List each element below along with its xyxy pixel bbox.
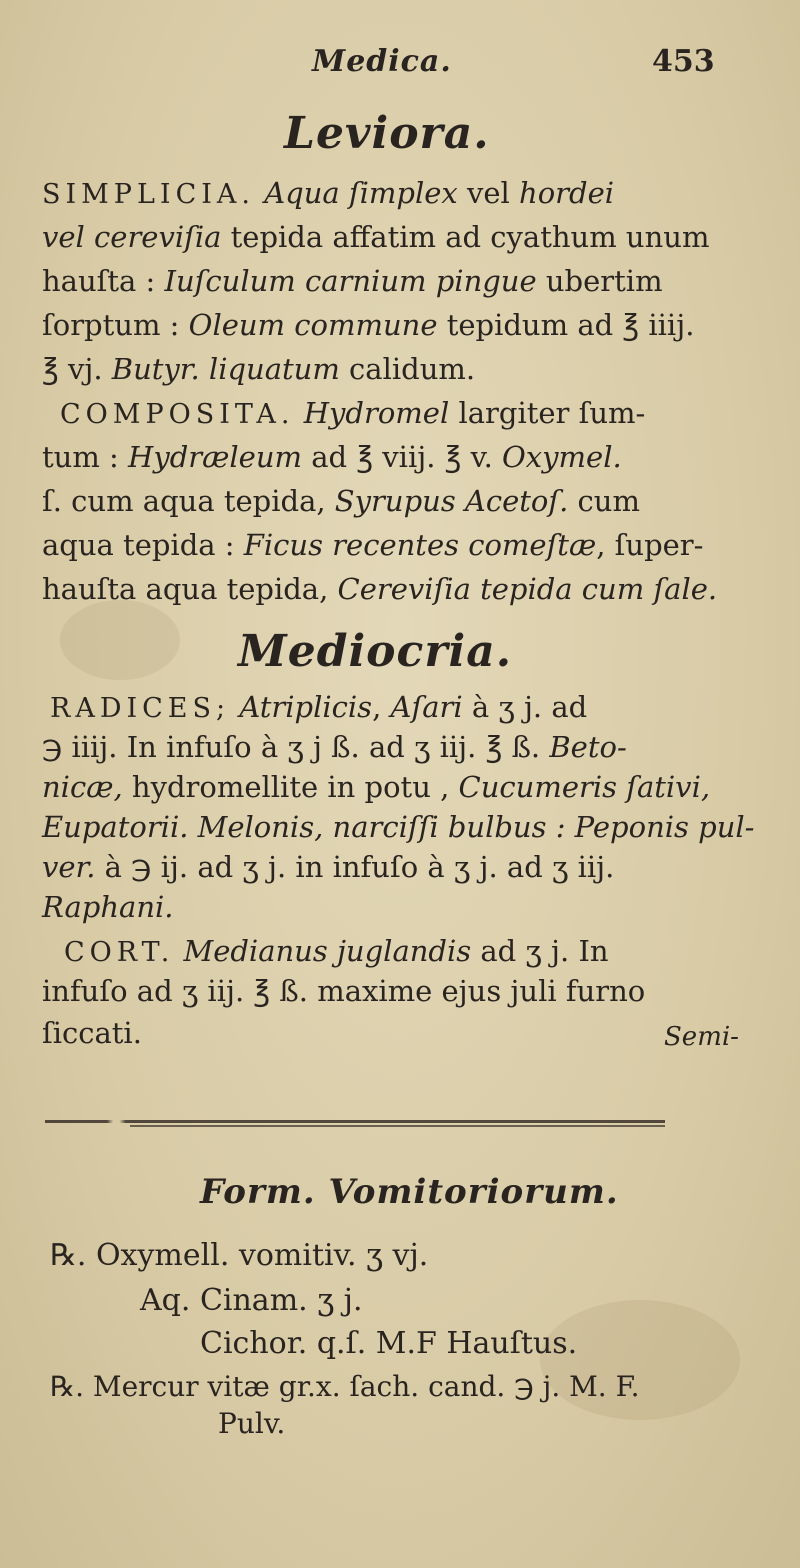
text-line: ſ. cum aqua tepida, Syrupus Acetoſ. cum (42, 484, 640, 518)
section-heading-leviora: Leviora. (284, 108, 490, 159)
text-line: Eupatorii. Melonis, narciſſi bulbus : Peponis pul- (42, 810, 755, 844)
running-head: Medica. (312, 44, 452, 79)
section-leviora-text (42, 176, 742, 616)
text-line: Raphani. (42, 890, 174, 924)
text-line: hauſta : Iuſculum carnium pingue ubertim (42, 264, 663, 298)
text-line: nicæ, hydromellite in potu , Cucumeris ſativi, (42, 770, 711, 804)
recipe-line: Aq. Cinam. ʒ j. (140, 1283, 363, 1318)
section-divider-rule (130, 1125, 665, 1127)
text-line: ℈ iiij. In infuſo à ʒ j ß. ad ʒ iij. ℥ ß. Beto- (42, 730, 627, 764)
text-line: CORT. Medianus juglandis ad ʒ j. In (64, 934, 609, 968)
text-line: aqua tepida : Ficus recentes comeſtæ, ſuper- (42, 528, 704, 562)
text-line: ver. à ℈ ij. ad ʒ j. in infuſo à ʒ j. ad ʒ iij. (42, 850, 615, 884)
text-line: RADICES; Atriplicis, Aſari à ʒ j. ad (50, 690, 588, 724)
text-line: hauſta aqua tepida, Cereviſia tepida cum ſale. (42, 572, 718, 606)
page-number: 453 (652, 44, 715, 79)
catchword: Semi- (664, 1022, 739, 1052)
text-line: ſiccati. (42, 1016, 142, 1050)
text-line: ℥ vj. Butyr. liquatum calidum. (42, 352, 476, 386)
text-line: vel cereviſia tepida affatim ad cyathum unum (42, 220, 710, 254)
recipe-line: ℞. Mercur vitæ gr.x. ſach. cand. ℈ j. M. F. (50, 1370, 640, 1403)
page-header (0, 40, 800, 90)
formulae-heading: Form. Vomitoriorum. (200, 1172, 619, 1212)
text-line: infuſo ad ʒ iij. ℥ ß. maxime ejus juli furno (42, 974, 646, 1008)
recipe-line: Pulv. (218, 1407, 286, 1440)
recipe-line: Cichor. q.ſ. M.F Hauſtus. (200, 1326, 578, 1361)
section-divider-rule (45, 1120, 665, 1123)
text-line: tum : Hydræleum ad ℥ viij. ℥ v. Oxymel. (42, 440, 622, 474)
text-line: COMPOSITA. Hydromel largiter ſum- (60, 396, 646, 430)
text-line: ſorptum : Oleum commune tepidum ad ℥ iiij. (42, 308, 695, 342)
section-mediocria-text (42, 690, 755, 1070)
text-line: SIMPLICIA. Aqua ſimplex vel hordei (42, 176, 615, 210)
recipe-line: ℞. Oxymell. vomitiv. ʒ vj. (50, 1238, 429, 1273)
section-heading-mediocria: Mediocria. (238, 626, 513, 677)
